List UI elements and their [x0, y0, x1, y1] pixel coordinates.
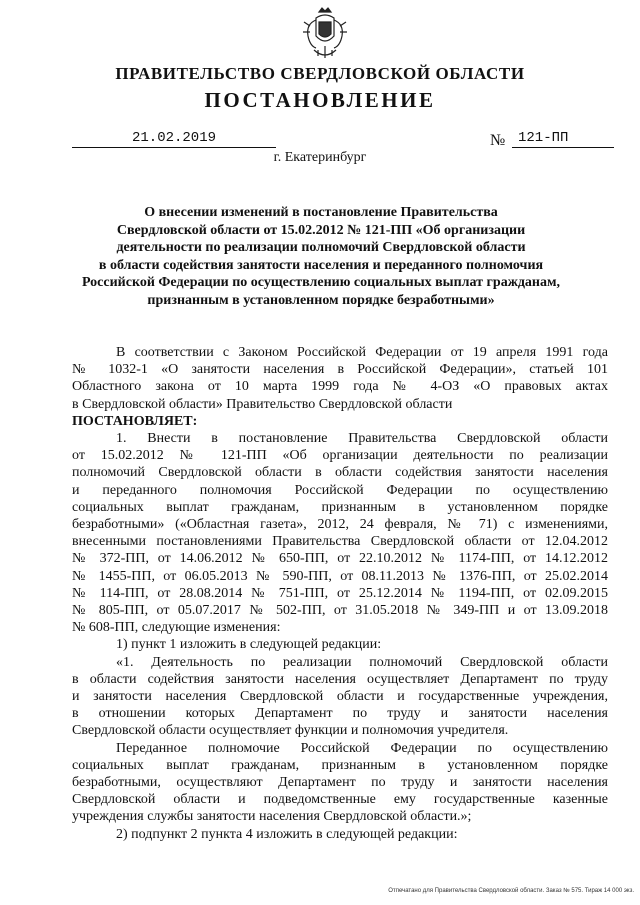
body-line: полномочий Свердловской области в области содействия занятости населения [72, 465, 608, 481]
body-line: социальных выплат гражданам, признанным в установленном порядке [72, 757, 608, 773]
title-line: деятельности по реализации полномочий Свердловской области [116, 240, 526, 255]
city: г. Екатеринбург [273, 150, 367, 165]
print-footer: Отпечатано для Правительства Свердловской области. Заказ № 575. Тираж 14 000 экз. [388, 888, 634, 894]
body-line: № 372-ПП, от 14.06.2012 № 650-ПП, от 22.10.2012 № 1174-ПП, от 14.12.2012 [72, 551, 608, 567]
title-line: О внесении изменений в постановление Правительства [144, 205, 498, 220]
body-line: № 1032-1 «О занятости населения в Российской Федерации», статьей 101 [72, 362, 608, 378]
body-line: в области содействия занятости населения осуществляет Департамент по труду [72, 671, 608, 687]
body-line: учреждения службы занятости населения Свердловской области.»; [72, 809, 472, 825]
document-title [60, 204, 582, 309]
body-line: Областного закона от 10 марта 1999 года № 4-ОЗ «О правовых актах [72, 379, 608, 395]
title-line: в области содействия занятости населения и переданного полномочия [98, 257, 544, 273]
body-line: безработными, осуществляют Департамент по труду и занятости населения [72, 775, 608, 791]
resolution-keyword: ПОСТАНОВЛЯЕТ: [72, 413, 198, 429]
organization-name: ПРАВИТЕЛЬСТВО СВЕРДЛОВСКОЙ ОБЛАСТИ [115, 64, 525, 83]
body-line: безработными» («Областная газета», 2012, 24 февраля, № 71) с изменениями, [72, 517, 608, 533]
body-line: 1) пункт 1 изложить в следующей редакции: [116, 637, 382, 653]
body-line: Свердловской области осуществляет функции и полномочия учредителя. [72, 723, 509, 739]
body-line: и занятости населения Свердловской области и государственные учреждения, [72, 689, 608, 705]
title-line: Российской Федерации по осуществлению социальных выплат гражданам, [81, 275, 561, 290]
body-line: В соответствии с Законом Российской Федерации от 19 апреля 1991 года [116, 345, 608, 360]
body-line: 2) подпункт 2 пункта 4 изложить в следующей редакции: [116, 826, 458, 842]
body-line: № 608-ПП, следующие изменения: [72, 620, 281, 636]
title-line: признанным в установленном порядке безработными» [147, 292, 495, 308]
body-line: «1. Деятельность по реализации полномочий Свердловской области [116, 654, 608, 670]
body-line: от 15.02.2012 № 121-ПП «Об организации деятельности по реализации [72, 448, 608, 464]
number-sign: № [490, 132, 506, 149]
document-type: ПОСТАНОВЛЕНИЕ [204, 88, 436, 112]
document-body [72, 344, 608, 843]
coat-of-arms-icon [302, 6, 348, 62]
body-line: в Свердловской области» Правительство Свердловской области [72, 396, 453, 412]
document-number: 121-ПП [512, 130, 614, 148]
title-line: Свердловской области от 15.02.2012 № 121-ПП «Об организации [116, 222, 526, 238]
body-line: № 805-ПП, от 05.07.2017 № 502-ПП, от 31.05.2018 № 349-ПП и от 13.09.2018 [72, 603, 608, 619]
body-line: Свердловской области и подведомственные ему государственные казенные [72, 792, 608, 808]
document-date: 21.02.2019 [72, 130, 276, 148]
body-line: и переданного полномочия Российской Федерации по осуществлению [72, 482, 608, 498]
body-line: 1. Внести в постановление Правительства Свердловской области [116, 431, 608, 447]
body-line: № 114-ПП, от 28.08.2014 № 751-ПП, от 25.12.2014 № 1194-ПП, от 02.09.2015 [72, 585, 608, 601]
body-line: в отношении которых Департамент по труду и занятости населения [72, 706, 608, 722]
body-line: № 1455-ПП, от 06.05.2013 № 590-ПП, от 08.11.2013 № 1376-ПП, от 25.02.2014 [72, 568, 608, 584]
body-line: внесенными постановлениями Правительства Свердловской области от 12.04.2012 [72, 534, 608, 550]
body-line: Переданное полномочие Российской Федерации по осуществлению [116, 740, 608, 756]
body-line: социальных выплат гражданам, признанным в установленном порядке [72, 499, 608, 515]
